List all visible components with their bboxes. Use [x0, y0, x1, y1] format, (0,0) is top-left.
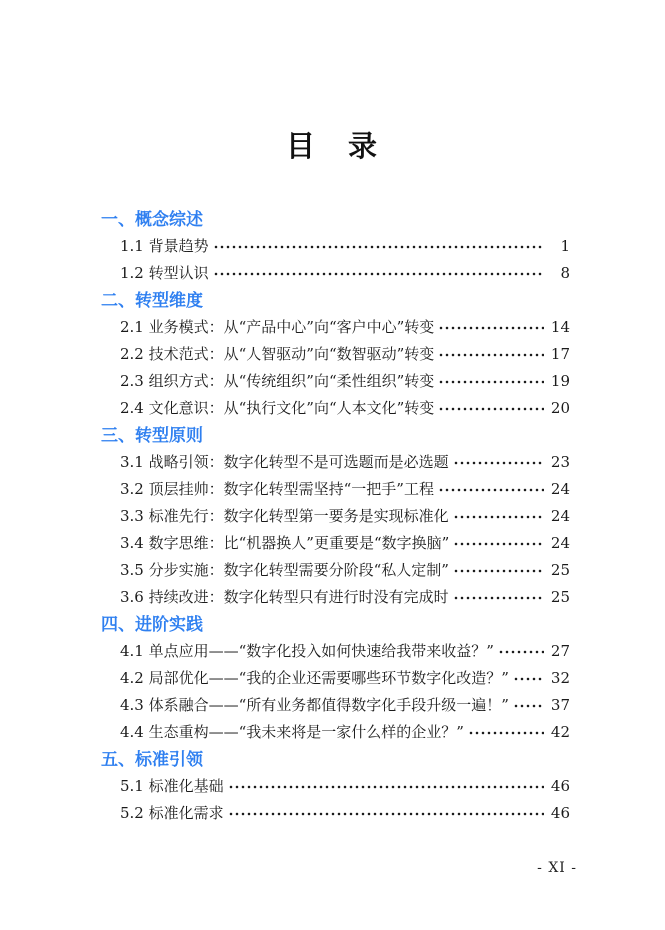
- toc-entry-title: 3.1 战略引领：数字化转型不是可选题而是必选题: [120, 453, 449, 471]
- toc-entry[interactable]: [101, 584, 570, 611]
- dot-leader: [453, 557, 544, 584]
- dot-leader: [453, 584, 544, 611]
- toc-section-entries: [101, 773, 570, 827]
- toc-entry[interactable]: [101, 233, 570, 260]
- toc-entry[interactable]: [101, 368, 570, 395]
- toc-entry-page-number: 37: [550, 696, 570, 714]
- toc-entry[interactable]: [101, 719, 570, 746]
- toc-entry-page-number: 42: [550, 723, 570, 741]
- page-number-footer: - XI -: [537, 860, 577, 876]
- dot-leader: [453, 503, 544, 530]
- toc-entry-page-number: 14: [550, 318, 570, 336]
- toc-entry-title: 2.1 业务模式：从“产品中心”向“客户中心”转变: [120, 318, 435, 336]
- dot-leader: [468, 719, 544, 746]
- toc-entry[interactable]: [101, 557, 570, 584]
- dot-leader: [438, 476, 544, 503]
- toc-entry-page-number: 27: [550, 642, 570, 660]
- toc-entry[interactable]: [101, 341, 570, 368]
- toc-section-entries: [101, 638, 570, 746]
- toc-entry[interactable]: [101, 638, 570, 665]
- toc-entry[interactable]: [101, 800, 570, 827]
- toc-entry-title: 4.3 体系融合——“所有业务都值得数字化手段升级一遍！”: [120, 696, 509, 714]
- toc-section-heading[interactable]: 二、转型维度: [101, 291, 203, 310]
- toc-entry-title: 3.5 分步实施：数字化转型需要分阶段“私人定制”: [120, 561, 449, 579]
- toc-entry-title: 2.3 组织方式：从“传统组织”向“柔性组织”转变: [120, 372, 435, 390]
- toc-entry[interactable]: [101, 314, 570, 341]
- toc-entry-title: 1.1 背景趋势: [120, 237, 209, 255]
- toc-section: [101, 746, 570, 827]
- toc-entry-page-number: 46: [550, 777, 570, 795]
- dot-leader: [513, 665, 544, 692]
- toc-entry-title: 3.4 数字思维：比“机器换人”更重要是“数字换脑”: [120, 534, 450, 552]
- toc-entry-title: 1.2 转型认识: [120, 264, 209, 282]
- dot-leader: [453, 530, 544, 557]
- toc-entry-title: 3.2 顶层挂帅：数字化转型需坚持“一把手”工程: [120, 480, 434, 498]
- toc-entry[interactable]: [101, 665, 570, 692]
- toc-entry-title: 5.1 标准化基础: [120, 777, 224, 795]
- toc-entry-page-number: 19: [550, 372, 570, 390]
- dot-leader: [498, 638, 544, 665]
- toc-section: [101, 611, 570, 746]
- toc-entry-title: 5.2 标准化需求: [120, 804, 224, 822]
- toc-section-entries: [101, 449, 570, 611]
- dot-leader: [438, 341, 544, 368]
- toc-entry-title: 3.6 持续改进：数字化转型只有进行时没有完成时: [120, 588, 449, 606]
- toc-list: [0, 206, 665, 827]
- toc-entry-title: 3.3 标准先行：数字化转型第一要务是实现标准化: [120, 507, 449, 525]
- page-title: 目 录: [285, 129, 379, 163]
- toc-entry-page-number: 32: [550, 669, 570, 687]
- toc-section-entries: [101, 233, 570, 287]
- toc-entry-title: 4.4 生态重构——“我未来将是一家什么样的企业？”: [120, 723, 464, 741]
- toc-entry-page-number: 25: [550, 588, 570, 606]
- dot-leader: [438, 314, 544, 341]
- toc-section-entries: [101, 314, 570, 422]
- toc-section: [101, 287, 570, 422]
- toc-entry-page-number: 24: [550, 480, 570, 498]
- toc-entry-page-number: 20: [550, 399, 570, 417]
- toc-entry-title: 4.2 局部优化——“我的企业还需要哪些环节数字化改造？”: [120, 669, 509, 687]
- toc-section-heading[interactable]: 四、进阶实践: [101, 615, 203, 634]
- dot-leader: [438, 368, 544, 395]
- dot-leader: [228, 800, 544, 827]
- toc-entry[interactable]: [101, 530, 570, 557]
- toc-entry[interactable]: [101, 476, 570, 503]
- toc-entry[interactable]: [101, 692, 570, 719]
- toc-entry-title: 2.2 技术范式：从“人智驱动”向“数智驱动”转变: [120, 345, 435, 363]
- toc-entry-title: 4.1 单点应用——“数字化投入如何快速给我带来收益？”: [120, 642, 494, 660]
- toc-entry-page-number: 46: [550, 804, 570, 822]
- toc-entry[interactable]: [101, 260, 570, 287]
- toc-entry-page-number: 1: [560, 237, 570, 255]
- toc-entry[interactable]: [101, 503, 570, 530]
- toc-entry-page-number: 8: [560, 264, 570, 282]
- toc-entry-title: 2.4 文化意识：从“执行文化”向“人本文化”转变: [120, 399, 435, 417]
- toc-entry-page-number: 24: [550, 507, 570, 525]
- toc-entry-page-number: 24: [550, 534, 570, 552]
- toc-entry[interactable]: [101, 773, 570, 800]
- toc-entry-page-number: 25: [550, 561, 570, 579]
- dot-leader: [228, 773, 544, 800]
- toc-entry[interactable]: [101, 449, 570, 476]
- toc-section-heading[interactable]: 一、概念综述: [101, 210, 203, 229]
- dot-leader: [438, 395, 544, 422]
- toc-section: [101, 422, 570, 611]
- toc-entry-page-number: 17: [550, 345, 570, 363]
- dot-leader: [513, 692, 544, 719]
- dot-leader: [213, 233, 544, 260]
- dot-leader: [213, 260, 544, 287]
- toc-section-heading[interactable]: 三、转型原则: [101, 426, 203, 445]
- toc-entry[interactable]: [101, 395, 570, 422]
- toc-section-heading[interactable]: 五、标准引领: [101, 750, 203, 769]
- toc-entry-page-number: 23: [550, 453, 570, 471]
- dot-leader: [453, 449, 544, 476]
- toc-section: [101, 206, 570, 287]
